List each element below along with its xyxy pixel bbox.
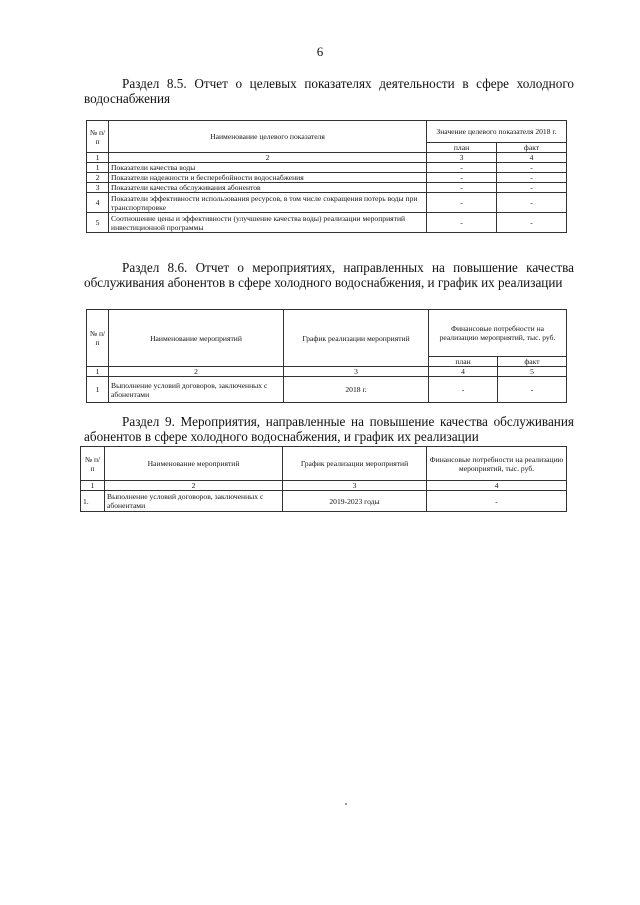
row-plan: - xyxy=(427,173,497,183)
column-number: 4 xyxy=(427,481,567,491)
row-name: Показатели качества воды xyxy=(109,163,427,173)
row-num: 5 xyxy=(87,213,109,233)
targets-table xyxy=(86,120,567,233)
row-num: 4 xyxy=(87,193,109,213)
header-plan: план xyxy=(429,357,498,367)
row-finance: - xyxy=(427,491,567,512)
row-fact: - xyxy=(497,193,567,213)
column-number: 2 xyxy=(105,481,283,491)
measures-table xyxy=(80,446,567,512)
header-num: № п/п xyxy=(87,121,109,153)
column-number: 4 xyxy=(497,153,567,163)
header-finance: Финансовые потребности на реализацию мероприятий, тыс. руб. xyxy=(429,310,567,357)
events-table xyxy=(86,309,567,403)
row-plan: - xyxy=(427,183,497,193)
section-9-heading: Раздел 9. Мероприятия, направленные на повышение качества обслуживания абонентов в сфере холодного водоснабжения, и график их реализации xyxy=(84,414,574,444)
header-fact: факт xyxy=(497,143,567,153)
table-row xyxy=(87,173,567,183)
row-fact: - xyxy=(497,173,567,183)
row-fact: - xyxy=(497,183,567,193)
section-8-5-heading: Раздел 8.5. Отчет о целевых показателях деятельности в сфере холодного водоснабжения xyxy=(84,76,574,106)
header-schedule: График реализации мероприятий xyxy=(283,447,427,481)
row-num: 2 xyxy=(87,173,109,183)
row-name: Показатели эффективности использования ресурсов, в том числе сокращения потерь воды при транспортировке xyxy=(109,193,427,213)
row-num: 3 xyxy=(87,183,109,193)
row-num: 1 xyxy=(87,163,109,173)
column-number: 1 xyxy=(87,153,109,163)
row-fact: - xyxy=(497,213,567,233)
column-number: 3 xyxy=(283,481,427,491)
row-num: 1 xyxy=(87,377,109,403)
row-fact: - xyxy=(497,163,567,173)
column-number: 3 xyxy=(427,153,497,163)
row-schedule: 2018 г. xyxy=(284,377,429,403)
header-plan: план xyxy=(427,143,497,153)
header-schedule: График реализации мероприятий xyxy=(284,310,429,367)
row-plan: - xyxy=(427,213,497,233)
column-number: 1 xyxy=(87,367,109,377)
row-name: Показатели качества обслуживания абонентов xyxy=(109,183,427,193)
row-name: Показатели надежности и бесперебойности водоснабжения xyxy=(109,173,427,183)
header-fact: факт xyxy=(498,357,567,367)
table-row xyxy=(87,193,567,213)
column-number: 1 xyxy=(81,481,105,491)
row-name: Соотношение цены и эффективности (улучшение качества воды) реализации мероприятий инвестиционной программы xyxy=(109,213,427,233)
column-number: 3 xyxy=(284,367,429,377)
row-plan: - xyxy=(429,377,498,403)
row-plan: - xyxy=(427,193,497,213)
page-number: 6 xyxy=(316,44,324,59)
table-row xyxy=(81,491,567,512)
header-event-name: Наименование мероприятий xyxy=(105,447,283,481)
column-number: 2 xyxy=(109,153,427,163)
header-indicator-name: Наименование целевого показателя xyxy=(109,121,427,153)
header-value: Значение целевого показателя 2018 г. xyxy=(427,121,567,143)
table-row xyxy=(87,163,567,173)
table-row xyxy=(87,183,567,193)
header-num: № п/п xyxy=(87,310,109,367)
table-row xyxy=(87,213,567,233)
column-number: 4 xyxy=(429,367,498,377)
header-finance: Финансовые потребности на реализацию мероприятий, тыс. руб. xyxy=(427,447,567,481)
scan-speck xyxy=(345,803,347,805)
row-fact: - xyxy=(498,377,567,403)
row-plan: - xyxy=(427,163,497,173)
row-num: 1. xyxy=(81,491,105,512)
row-name: Выполнение условий договоров, заключенных с абонентами xyxy=(109,377,284,403)
header-num: № п/п xyxy=(81,447,105,481)
table-row xyxy=(87,377,567,403)
row-schedule: 2019-2023 годы xyxy=(283,491,427,512)
column-number: 2 xyxy=(109,367,284,377)
header-event-name: Наименование мероприятий xyxy=(109,310,284,367)
column-number: 5 xyxy=(498,367,567,377)
row-name: Выполнение условий договоров, заключенных с абонентами xyxy=(105,491,283,512)
section-8-6-heading: Раздел 8.6. Отчет о мероприятиях, направленных на повышение качества обслуживания абонентов в сфере холодного водоснабжения, и график их реализации xyxy=(84,260,574,290)
